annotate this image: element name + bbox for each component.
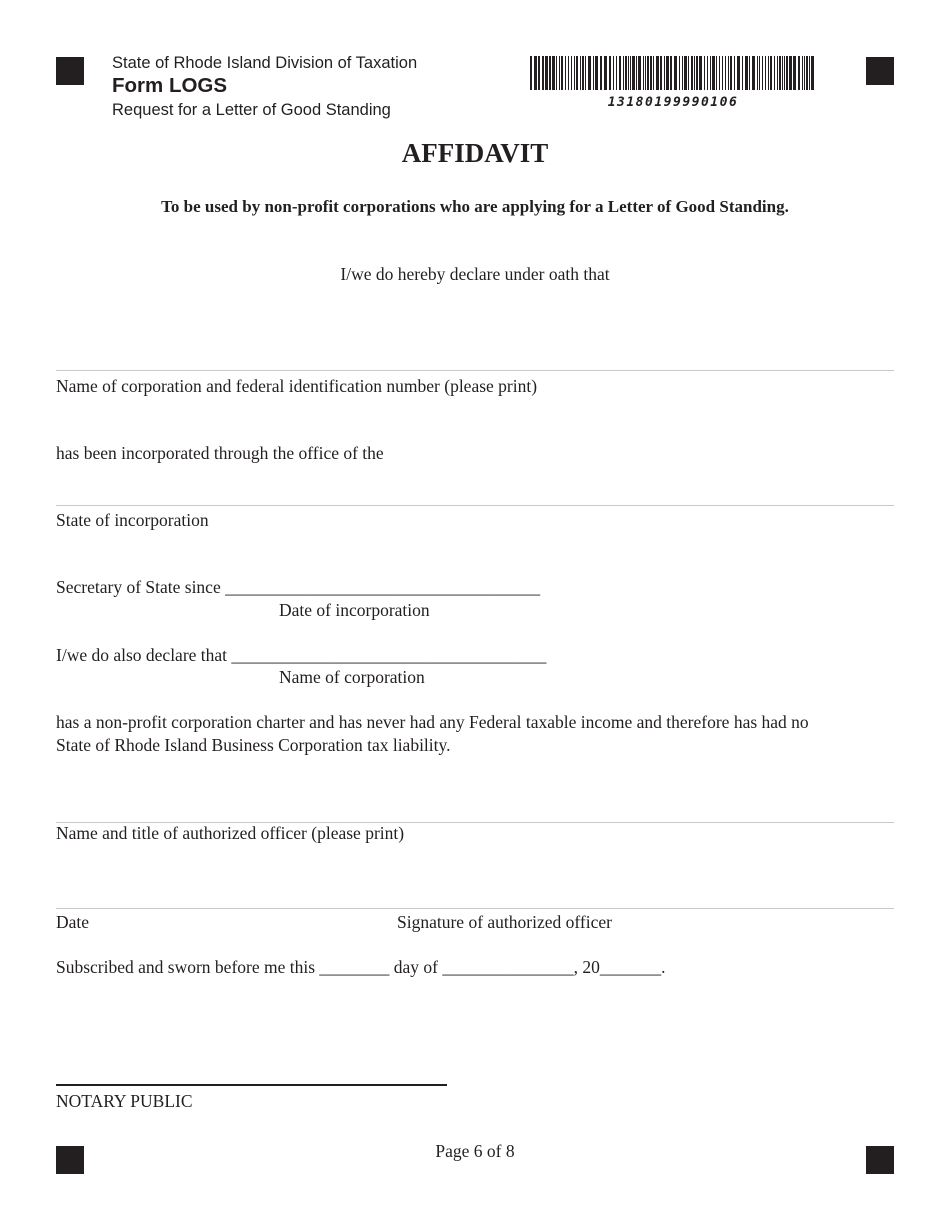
barcode-number: 13180199990106 — [607, 95, 739, 110]
barcode-bar — [588, 56, 591, 90]
barcode-bar — [666, 56, 669, 90]
barcode-bar — [580, 56, 581, 90]
barcode-bar — [789, 56, 792, 90]
barcode-bar — [625, 56, 627, 90]
barcode-bar — [604, 56, 607, 90]
barcode-bar — [809, 56, 810, 90]
corp-name-fein-label: Name of corporation and federal identification number (please print) — [56, 376, 538, 396]
date-label: Date — [56, 912, 90, 932]
name-of-corporation-label: Name of corporation — [279, 667, 425, 687]
subscribed-sworn-field[interactable]: Subscribed and sworn before me this ________ day of _______________, 20_______. — [56, 957, 666, 977]
barcode-bar — [619, 56, 621, 90]
barcode-bar — [777, 56, 778, 90]
barcode-bar — [650, 56, 652, 90]
barcode-bar — [664, 56, 665, 90]
barcode-bar — [737, 56, 740, 90]
barcode-bar — [757, 56, 758, 90]
barcode-bar — [742, 56, 743, 90]
barcode-bar — [730, 56, 732, 90]
barcode-bar — [798, 56, 800, 90]
barcode-bar — [779, 56, 781, 90]
barcode-bar — [784, 56, 785, 90]
barcode-bar — [745, 56, 748, 90]
date-of-incorporation-label: Date of incorporation — [279, 600, 430, 620]
barcode-bar — [585, 56, 586, 90]
barcode-bar — [534, 56, 537, 90]
notary-public-label: NOTARY PUBLIC — [56, 1091, 193, 1111]
barcode-bar — [538, 56, 540, 90]
barcode — [530, 56, 816, 90]
barcode-bar — [707, 56, 708, 90]
secretary-since-field[interactable]: Secretary of State since ____________________________________ — [56, 577, 541, 597]
barcode-bar — [565, 56, 566, 90]
barcode-bar — [556, 56, 557, 90]
barcode-bar — [802, 56, 803, 90]
barcode-bar — [725, 56, 726, 90]
barcode-bar — [628, 56, 629, 90]
barcode-bar — [561, 56, 563, 90]
barcode-bar — [616, 56, 617, 90]
form-description: Request for a Letter of Good Standing — [112, 101, 391, 119]
barcode-bar — [699, 56, 702, 90]
barcode-bar — [793, 56, 796, 90]
barcode-bar — [752, 56, 755, 90]
barcode-bar — [774, 56, 775, 90]
barcode-bar — [600, 56, 602, 90]
barcode-bar — [559, 56, 560, 90]
barcode-bar — [630, 56, 631, 90]
barcode-bar — [609, 56, 611, 90]
incorporated-through-text: has been incorporated through the office of the — [56, 443, 384, 463]
barcode-bar — [660, 56, 662, 90]
state-of-incorporation-label: State of incorporation — [56, 510, 209, 530]
barcode-bar — [811, 56, 814, 90]
barcode-bar — [595, 56, 598, 90]
barcode-bar — [722, 56, 723, 90]
barcode-bar — [716, 56, 717, 90]
agency-name: State of Rhode Island Division of Taxation — [112, 54, 418, 72]
barcode-bar — [656, 56, 659, 90]
barcode-bar — [638, 56, 641, 90]
barcode-bar — [691, 56, 693, 90]
page-number: Page 6 of 8 — [435, 1141, 515, 1161]
barcode-bar — [623, 56, 624, 90]
barcode-bar — [768, 56, 769, 90]
barcode-bar — [542, 56, 544, 90]
barcode-bar — [545, 56, 548, 90]
barcode-bar — [571, 56, 572, 90]
barcode-bar — [530, 56, 532, 90]
barcode-bar — [688, 56, 689, 90]
notary-signature-line[interactable] — [56, 1084, 447, 1086]
barcode-bar — [728, 56, 729, 90]
barcode-bar — [734, 56, 735, 90]
barcode-bar — [762, 56, 763, 90]
barcode-bar — [782, 56, 783, 90]
declaration-text: I/we do hereby declare under oath that — [340, 264, 610, 284]
signature-label: Signature of authorized officer — [397, 912, 612, 932]
barcode-bar — [670, 56, 672, 90]
also-declare-field[interactable]: I/we do also declare that ____________________________________ — [56, 645, 547, 665]
barcode-bar — [684, 56, 687, 90]
barcode-bar — [749, 56, 750, 90]
barcode-bar — [568, 56, 569, 90]
barcode-bar — [710, 56, 711, 90]
nonprofit-statement-line-1: has a non-profit corporation charter and has never had any Federal taxable income and therefore has had no — [56, 712, 809, 732]
barcode-bar — [770, 56, 772, 90]
registration-mark-top-right — [866, 57, 894, 85]
page-subtitle: To be used by non-profit corporations who are applying for a Letter of Good Standing. — [161, 197, 789, 216]
page-title: AFFIDAVIT — [401, 138, 549, 168]
barcode-bar — [704, 56, 705, 90]
barcode-bar — [574, 56, 575, 90]
barcode-bar — [712, 56, 715, 90]
barcode-bar — [719, 56, 720, 90]
barcode-bar — [679, 56, 680, 90]
barcode-bar — [786, 56, 788, 90]
barcode-bar — [765, 56, 766, 90]
barcode-bar — [576, 56, 578, 90]
barcode-bar — [645, 56, 646, 90]
barcode-bar — [806, 56, 808, 90]
barcode-bar — [549, 56, 551, 90]
barcode-bar — [582, 56, 584, 90]
barcode-bar — [643, 56, 644, 90]
barcode-bar — [696, 56, 698, 90]
barcode-bar — [682, 56, 683, 90]
state-of-incorporation-input-line[interactable] — [56, 505, 894, 506]
barcode-bar — [552, 56, 555, 90]
barcode-bar — [632, 56, 635, 90]
registration-mark-top-left — [56, 57, 84, 85]
barcode-bar — [647, 56, 649, 90]
corp-name-fein-input-line[interactable] — [56, 370, 894, 371]
barcode-bar — [636, 56, 637, 90]
date-signature-input-line[interactable] — [56, 908, 894, 909]
nonprofit-statement — [56, 711, 886, 757]
barcode-bar — [593, 56, 594, 90]
barcode-bar — [759, 56, 760, 90]
barcode-bar — [694, 56, 695, 90]
barcode-bar — [804, 56, 805, 90]
officer-name-title-label: Name and title of authorized officer (please print) — [56, 823, 405, 843]
nonprofit-statement-line-2: State of Rhode Island Business Corporation tax liability. — [56, 735, 451, 755]
form-name: Form LOGS — [112, 74, 228, 97]
barcode-bar — [653, 56, 654, 90]
barcode-bar — [674, 56, 677, 90]
barcode-bar — [613, 56, 614, 90]
